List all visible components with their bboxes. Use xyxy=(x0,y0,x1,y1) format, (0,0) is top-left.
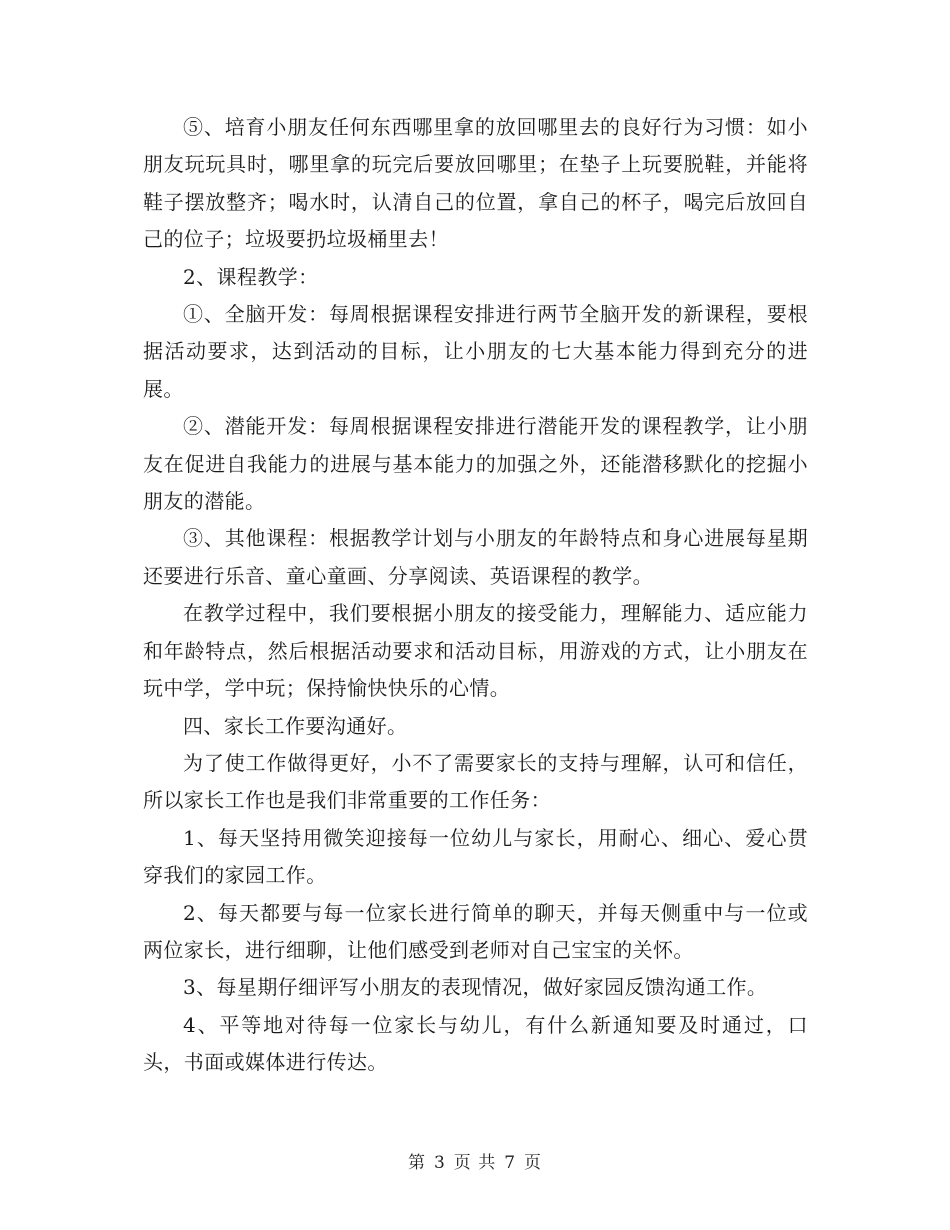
paragraph-whole-brain: ①、全脑开发：每周根据课程安排进行两节全脑开发的新课程，要根据活动要求，达到活动的目标，让小朋友的七大基本能力得到充分的进展。 xyxy=(143,302,808,401)
paragraph-habit-training: ⑤、培育小朋友任何东西哪里拿的放回哪里去的良好行为习惯：如小朋友玩玩具时，哪里拿的玩完后要放回哪里；在垫子上玩要脱鞋，并能将鞋子摆放整齐；喝水时，认清自己的位置，拿自己的杯子，喝完后放回自己的位子；垃圾要扔垃圾桶里去！ xyxy=(143,115,808,252)
page-label-prefix: 第 xyxy=(407,1153,426,1173)
paragraph-parent-item-1: 1、每天坚持用微笑迎接每一位幼儿与家长，用耐心、细心、爱心贯穿我们的家园工作。 xyxy=(143,825,808,888)
paragraph-other-courses: ③、其他课程：根据教学计划与小朋友的年龄特点和身心进展每星期还要进行乐音、童心童画、分享阅读、英语课程的教学。 xyxy=(143,526,808,588)
paragraph-parent-item-3: 3、每星期仔细评写小朋友的表现情况，做好家园反馈沟通工作。 xyxy=(183,975,768,1000)
page-label-mid: 页 共 xyxy=(453,1153,497,1173)
paragraph-potential-development: ②、潜能开发：每周根据课程安排进行潜能开发的课程教学，让小朋友在促进自我能力的进展与基本能力的加强之外，还能潜移默化的挖掘小朋友的潜能。 xyxy=(143,414,808,514)
paragraph-course-teaching-heading: 2、课程教学： xyxy=(183,264,319,289)
document-body xyxy=(143,109,808,1082)
page-label-suffix: 页 xyxy=(524,1153,543,1173)
paragraph-parent-work-heading: 四、家长工作要沟通好。 xyxy=(183,713,408,738)
total-pages-number: 7 xyxy=(504,1153,517,1173)
paragraph-teaching-process: 在教学过程中，我们要根据小朋友的接受能力，理解能力、适应能力和年龄特点，然后根据活动要求和活动目标，用游戏的方式，让小朋友在玩中学，学中玩；保持愉快快乐的心情。 xyxy=(143,601,808,701)
current-page-number: 3 xyxy=(433,1153,446,1173)
paragraph-parent-item-4: 4、平等地对待每一位家长与幼儿，有什么新通知要及时通过，口头，书面或媒体进行传达。 xyxy=(143,1012,808,1075)
paragraph-parent-item-2: 2、每天都要与每一位家长进行简单的聊天，并每天侧重中与一位或两位家长，进行细聊，让他们感受到老师对自己宝宝的关怀。 xyxy=(143,900,808,962)
paragraph-parent-support: 为了使工作做得更好，小不了需要家长的支持与理解，认可和信任，所以家长工作也是我们非常重要的工作任务： xyxy=(143,750,808,813)
page-footer xyxy=(0,1148,950,1173)
